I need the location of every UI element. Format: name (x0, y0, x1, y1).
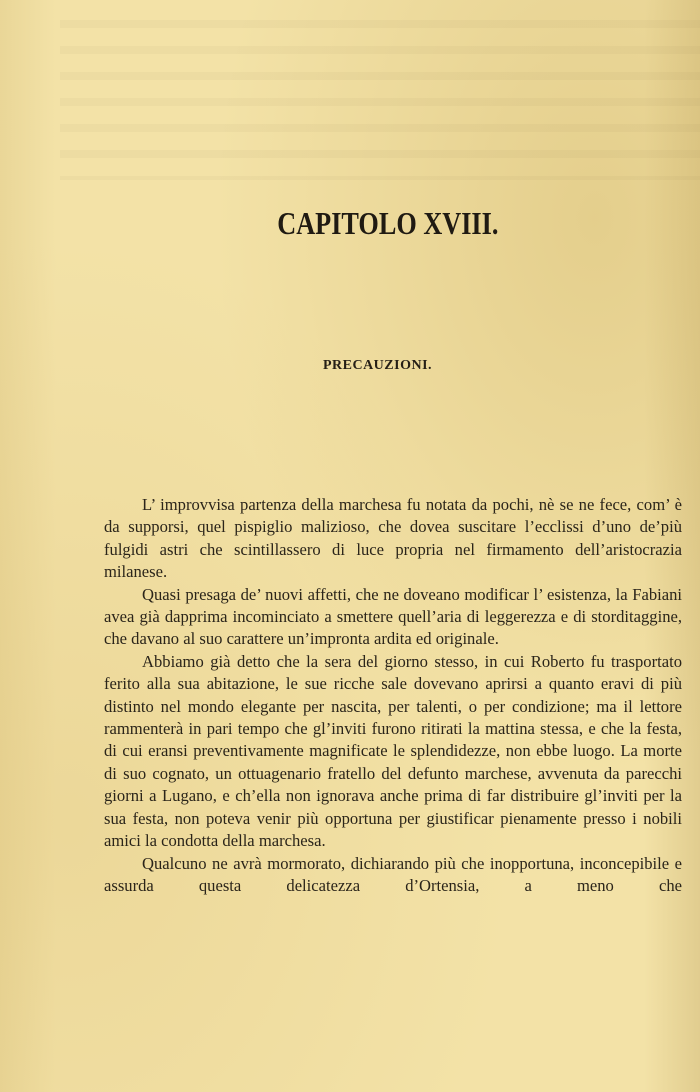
paragraph: Quasi presaga de’ nuovi affetti, che ne doveano modificar l’ esistenza, la Fabiani avea già dapprima incominciato a smettere quell’aria di leggerezza e di storditaggine, che davano al suo carattere un’impronta ardita ed originale. (104, 584, 682, 649)
paragraph: Qualcuno ne avrà mormorato, dichiarando più che inopportuna, inconcepibile e assurda questa delicatezza d’Ortensia, a meno che (104, 853, 682, 895)
bleed-through-texture (60, 20, 700, 180)
section-title-text: PRECAUZIONI. (322, 358, 433, 373)
paragraph: L’ improvvisa partenza della marchesa fu notata da pochi, nè se ne fece, com’ è da supporsi, quel pispiglio malizioso, che dovea suscitare l’ecclissi d’uno de’più fulgidi astri che scintillassero di luce propria nel firmamento dell’aristocrazia milanese. (104, 495, 682, 582)
chapter-title (68, 205, 642, 242)
body-text (104, 494, 682, 897)
paragraph: Abbiamo già detto che la sera del giorno stesso, in cui Roberto fu trasportato ferito alla sua abitazione, le sue ricche sale dovevano aprirsi a quanto eravi di più distinto nel mondo elegante per nascita, per talenti, o per condizione; ma il lettore rammenterà in pari tempo che gl’inviti furono ritirati la mattina stessa, e che la festa, di cui eransi preventivamente magnificate le splendidezze, non ebbe luogo. La morte di suo cognato, un ottuagenario fratello del defunto marchese, avvenuta da parecchi giorni a Lugano, e ch’ella non ignorava anche prima di far distribuire gl’inviti per la sua festa, non poteva venir più opportuna per giustificar pienamente presso i nobili amici la condotta della marchesa. (104, 651, 682, 851)
chapter-title-text: CAPITOLO XVIII. (277, 205, 499, 241)
section-title (0, 358, 700, 374)
